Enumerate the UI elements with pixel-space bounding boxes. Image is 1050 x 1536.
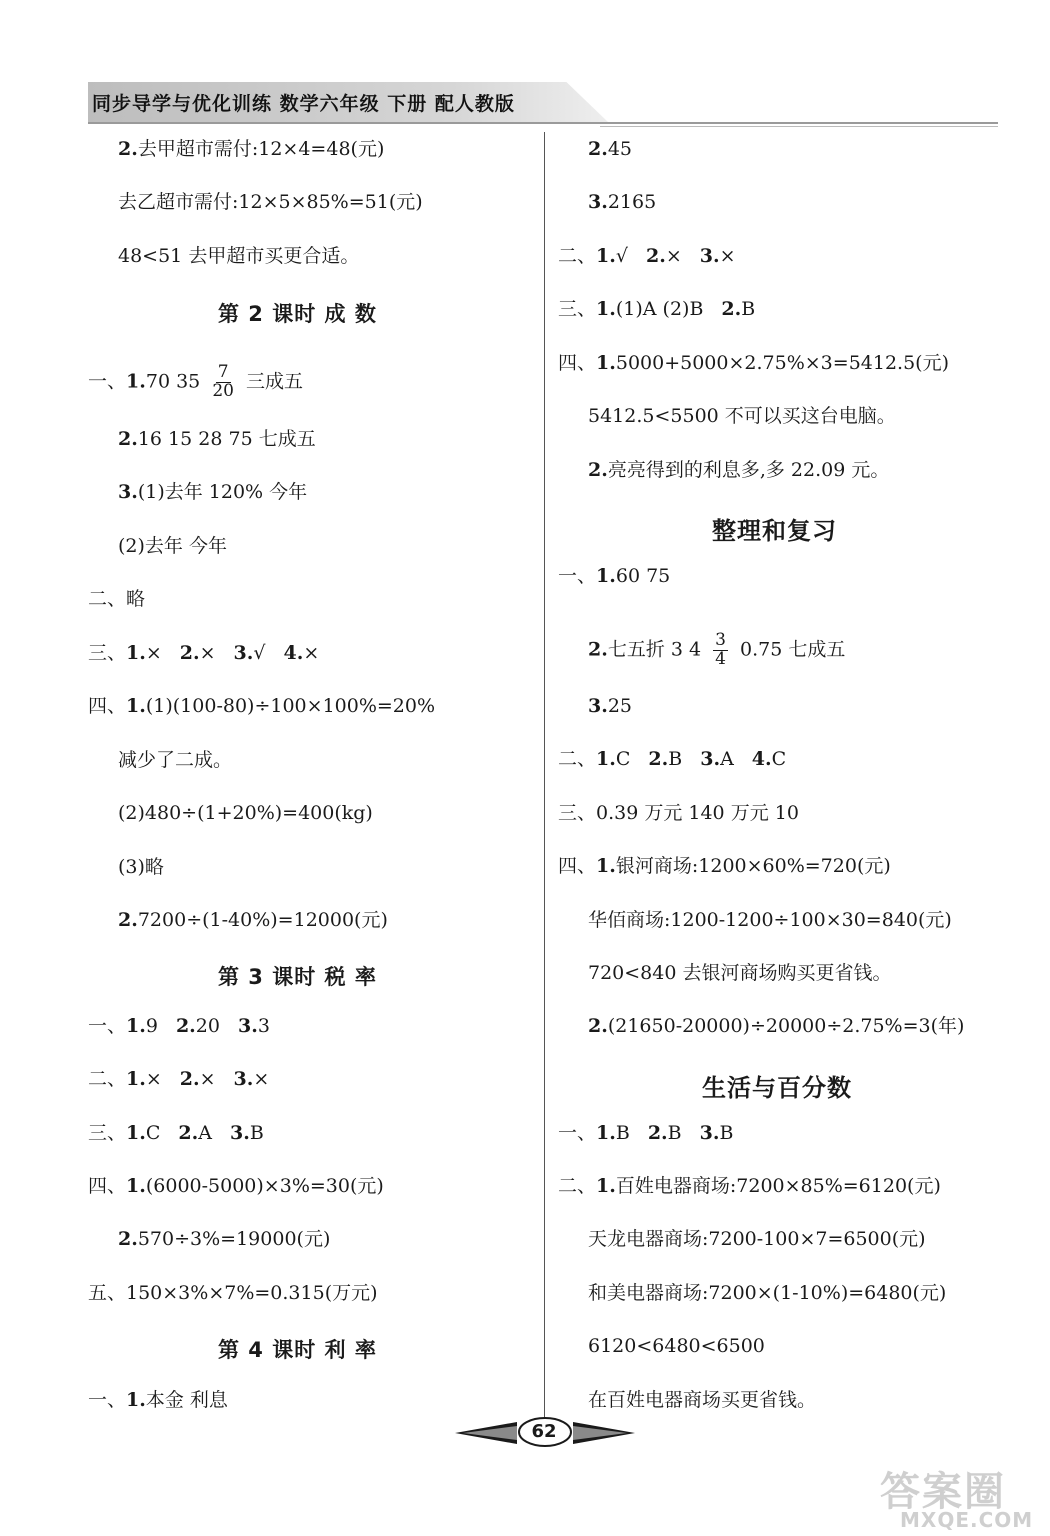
fraction: $\frac{3}{4}$ [715, 630, 726, 669]
header-title: 同步导学与优化训练 数学六年级 下册 配人教版 [92, 93, 515, 115]
column-divider [544, 132, 545, 1422]
answer-line: 2.7200÷(1-40%)=12000(元) [118, 909, 388, 931]
answer-line: 一、1.60 75 [558, 565, 671, 587]
answer-line: 五、150×3%×7%=0.315(万元) [88, 1282, 378, 1304]
answer-line: 一、1.本金 利息 [88, 1389, 228, 1411]
answer-line: 二、略 [88, 588, 146, 610]
section-heading: 第 4 课时 利 率 [218, 1338, 377, 1362]
answer-line: 四、1.5000+5000×2.75%×3=5412.5(元) [558, 352, 949, 374]
page-number: 62 [531, 1421, 557, 1442]
header-rule-thin [600, 126, 998, 127]
answer-line: 2.亮亮得到的利息多,多 22.09 元。 [588, 459, 890, 481]
answer-line: 二、1.√ 2.× 3.× [558, 245, 736, 267]
header-rule [88, 122, 998, 124]
answer-line: 减少了二成。 [118, 749, 233, 771]
answer-line: 三、0.39 万元 140 万元 10 [558, 802, 799, 824]
answer-line: 华佰商场:1200-1200÷100×30=840(元) [588, 909, 952, 931]
answer-line: 一、1.70 35 $\frac{7}{20}$ 三成五 [88, 362, 304, 401]
answer-line: 2.(21650-20000)÷20000÷2.75%=3(年) [588, 1015, 965, 1037]
answer-line: 6120<6480<6500 [588, 1335, 765, 1357]
answer-line: 3.25 [588, 695, 633, 717]
answer-line: 三、1.C 2.A 3.B [88, 1122, 264, 1144]
section-heading: 第 3 课时 税 率 [218, 965, 377, 989]
answer-line: 二、1.× 2.× 3.× [88, 1068, 270, 1090]
answer-line: 和美电器商场:7200×(1-10%)=6480(元) [588, 1282, 947, 1304]
answer-line: (2)去年 今年 [118, 535, 227, 557]
answer-line: 2.45 [588, 138, 633, 160]
answer-line: 天龙电器商场:7200-100×7=6500(元) [588, 1228, 926, 1250]
section-heading: 第 2 课时 成 数 [218, 302, 377, 326]
answer-line: 2.七五折 3 4 $\frac{3}{4}$ 0.75 七成五 [588, 630, 846, 669]
answer-line: 一、1.9 2.20 3.3 [88, 1015, 270, 1037]
watermark-logo: 答案圈 MXQE.COM [880, 1469, 1034, 1532]
answer-line: 四、1.(6000-5000)×3%=30(元) [88, 1175, 384, 1197]
answer-line: 720<840 去银河商场购买更省钱。 [588, 962, 892, 984]
answer-line: 三、1.× 2.× 3.√ 4.× [88, 642, 320, 664]
answer-line: (2)480÷(1+20%)=400(kg) [118, 802, 373, 824]
section-heading: 生活与百分数 [702, 1074, 852, 1102]
answer-line: 去乙超市需付:12×5×85%=51(元) [118, 191, 423, 213]
answer-line: 3.(1)去年 120% 今年 [118, 481, 308, 503]
fraction: $\frac{7}{20}$ [212, 362, 234, 401]
answer-line: 在百姓电器商场买更省钱。 [588, 1389, 817, 1411]
answer-line: 二、1.百姓电器商场:7200×85%=6120(元) [558, 1175, 941, 1197]
answer-line: 一、1.B 2.B 3.B [558, 1122, 734, 1144]
answer-line: 2.16 15 28 75 七成五 [118, 428, 316, 450]
section-heading: 整理和复习 [712, 517, 837, 545]
answer-line: 48<51 去甲超市买更合适。 [118, 245, 360, 267]
answer-line: (3)略 [118, 856, 164, 878]
answer-line: 3.2165 [588, 191, 657, 213]
answer-line: 2.去甲超市需付:12×4=48(元) [118, 138, 385, 160]
answer-line: 三、1.(1)A (2)B 2.B [558, 298, 756, 320]
answer-line: 二、1.C 2.B 3.A 4.C [558, 748, 787, 770]
answer-line: 2.570÷3%=19000(元) [118, 1228, 331, 1250]
answer-line: 5412.5<5500 不可以买这台电脑。 [588, 405, 896, 427]
answer-line: 四、1.(1)(100-80)÷100×100%=20% [88, 695, 436, 717]
answer-line: 四、1.银河商场:1200×60%=720(元) [558, 855, 891, 877]
